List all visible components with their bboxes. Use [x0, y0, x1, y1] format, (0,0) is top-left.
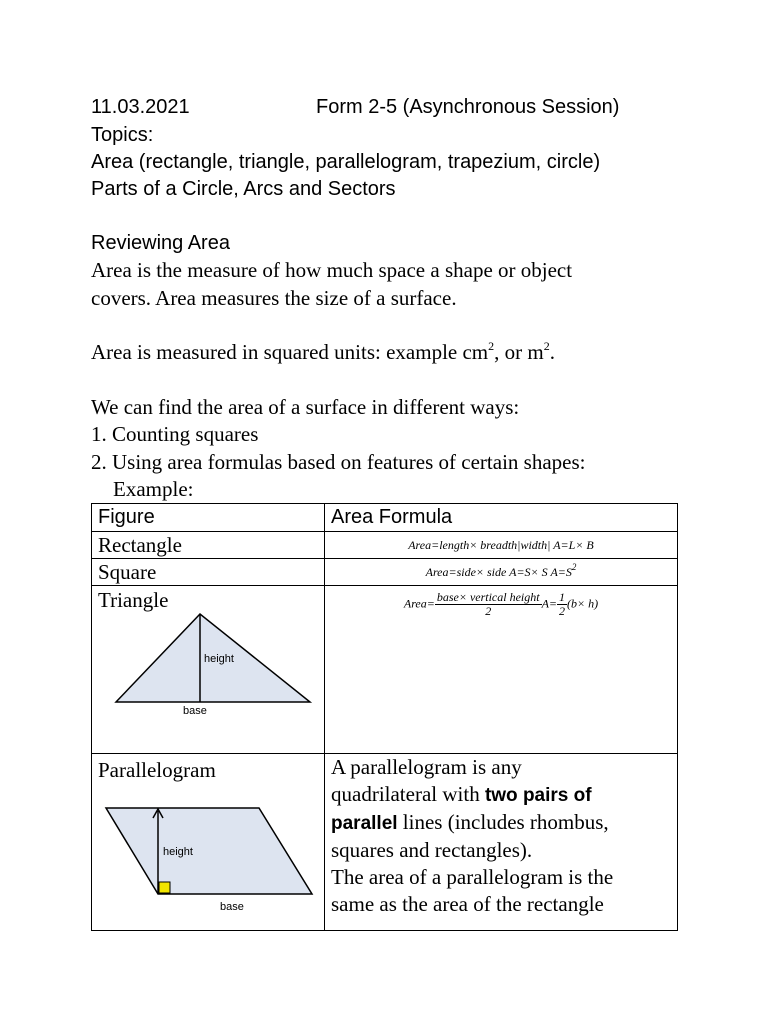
paragraph-line: covers. Area measures the size of a surface. — [91, 286, 457, 310]
area-formula-table — [91, 503, 678, 931]
figure-name: Square — [92, 559, 325, 586]
parallelogram-height-label: height — [163, 846, 193, 858]
methods-intro: We can find the area of a surface in different ways: — [91, 395, 520, 419]
rectangle-formula: Area=length× breadth|width| A=L× B — [325, 532, 678, 559]
table-row-square — [92, 559, 678, 586]
figure-cell — [92, 586, 325, 754]
triangle-formula: Area= $\frac{\text{base× vertical height}}{2}$ A= $\frac{1}{2}$ (b× h) — [325, 586, 678, 754]
list-item-continuation: Example: — [113, 477, 194, 501]
table-header-row — [92, 504, 678, 532]
session-title: Form 2-5 (Asynchronous Session) — [316, 96, 620, 118]
figure-name: Triangle — [98, 588, 169, 612]
figure-name: Rectangle — [92, 532, 325, 559]
units-paragraph: Area is measured in squared units: example $cm^2$, or $m^2$. — [91, 339, 555, 364]
table-row-parallelogram — [92, 754, 678, 931]
figure-cell — [92, 754, 325, 931]
topic-circle: Parts of a Circle, Arcs and Sectors — [91, 178, 396, 200]
figure-name: Parallelogram — [98, 758, 216, 782]
square-formula: Area=side× side A=S× S $A=S^2$ — [325, 559, 678, 586]
header-area-formula: Area Formula — [325, 504, 678, 532]
list-item: 1. Counting squares — [91, 422, 259, 446]
parallelogram-diagram — [104, 802, 314, 922]
right-angle-marker — [159, 882, 170, 893]
parallelogram-description: A parallelogram is any quadrilateral with two pairs of parallel lines (includes rhombus, squares and rectangles). The area of a parallelogram is the same as the area of the rectangle — [325, 754, 678, 931]
section-title: Reviewing Area — [91, 232, 230, 254]
parallelogram-base-label: base — [220, 901, 244, 913]
table-row-triangle — [92, 586, 678, 754]
header-figure: Figure — [92, 504, 325, 532]
table-row-rectangle — [92, 532, 678, 559]
triangle-diagram — [108, 612, 318, 722]
paragraph-line: Area is the measure of how much space a shape or object — [91, 258, 573, 282]
date-label: 11.03.2021 — [91, 96, 190, 118]
triangle-base-label: base — [183, 705, 207, 717]
parallelogram-shape — [106, 808, 312, 894]
topic-area: Area (rectangle, triangle, parallelogram, trapezium, circle) — [91, 151, 601, 173]
triangle-height-label: height — [204, 653, 234, 665]
list-item: 2. Using area formulas based on features of certain shapes: — [91, 450, 586, 474]
topics-label: Topics: — [91, 124, 154, 146]
